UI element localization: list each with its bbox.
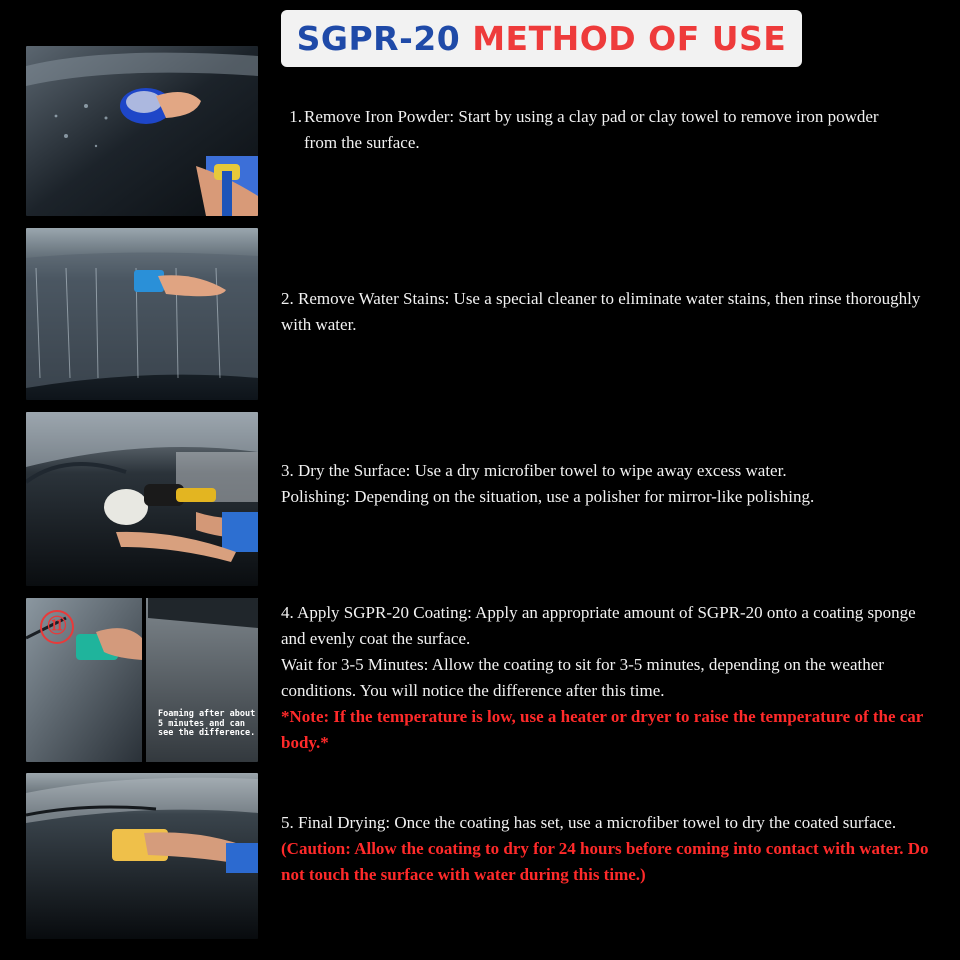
step-4-note: *Note: If the temperature is low, use a heater or dryer to raise the temperature of the car body.* bbox=[281, 707, 924, 752]
step-4-line2: Wait for 3-5 Minutes: Allow the coating to sit for 3-5 minutes, depending on the weather conditions. You will notice the difference after this time. bbox=[281, 655, 884, 700]
step-1-number: 1. bbox=[289, 107, 302, 126]
polisher-photo bbox=[26, 412, 258, 586]
step-5 bbox=[281, 810, 941, 888]
foam-caption: Foaming after about 5 minutes and can see the difference. bbox=[158, 709, 256, 738]
step-5-line1: 5. Final Drying: Once the coating has set, use a microfiber towel to dry the coated surface. bbox=[281, 813, 897, 832]
step-3 bbox=[281, 458, 941, 510]
step-3-line2: Polishing: Depending on the situation, use a polisher for mirror-like polishing. bbox=[281, 487, 815, 506]
cleaner-photo bbox=[26, 228, 258, 400]
step-4 bbox=[281, 600, 941, 756]
step-3-line1: 3. Dry the Surface: Use a dry microfiber towel to wipe away excess water. bbox=[281, 461, 787, 480]
clay-pad-photo bbox=[26, 46, 258, 216]
step-2 bbox=[281, 286, 941, 338]
step-1-text: Remove Iron Powder: Start by using a clay pad or clay towel to remove iron powder from the surface. bbox=[304, 107, 879, 152]
page-title bbox=[281, 10, 802, 67]
step-2-text: 2. Remove Water Stains: Use a special cleaner to eliminate water stains, then rinse thoroughly with water. bbox=[281, 289, 921, 334]
drying-photo bbox=[26, 773, 258, 939]
step-4-line1: 4. Apply SGPR-20 Coating: Apply an appropriate amount of SGPR-20 onto a coating sponge and evenly coat the surface. bbox=[281, 603, 916, 648]
step-1 bbox=[281, 104, 941, 156]
step-5-caution: (Caution: Allow the coating to dry for 24 hours before coming into contact with water. Do not touch the surface with water during this time.) bbox=[281, 839, 929, 884]
title-method: METHOD OF USE bbox=[472, 19, 787, 58]
coating-photo bbox=[26, 598, 258, 762]
step-number-badge: ⑪ bbox=[40, 610, 74, 644]
title-product: SGPR-20 bbox=[296, 19, 461, 58]
